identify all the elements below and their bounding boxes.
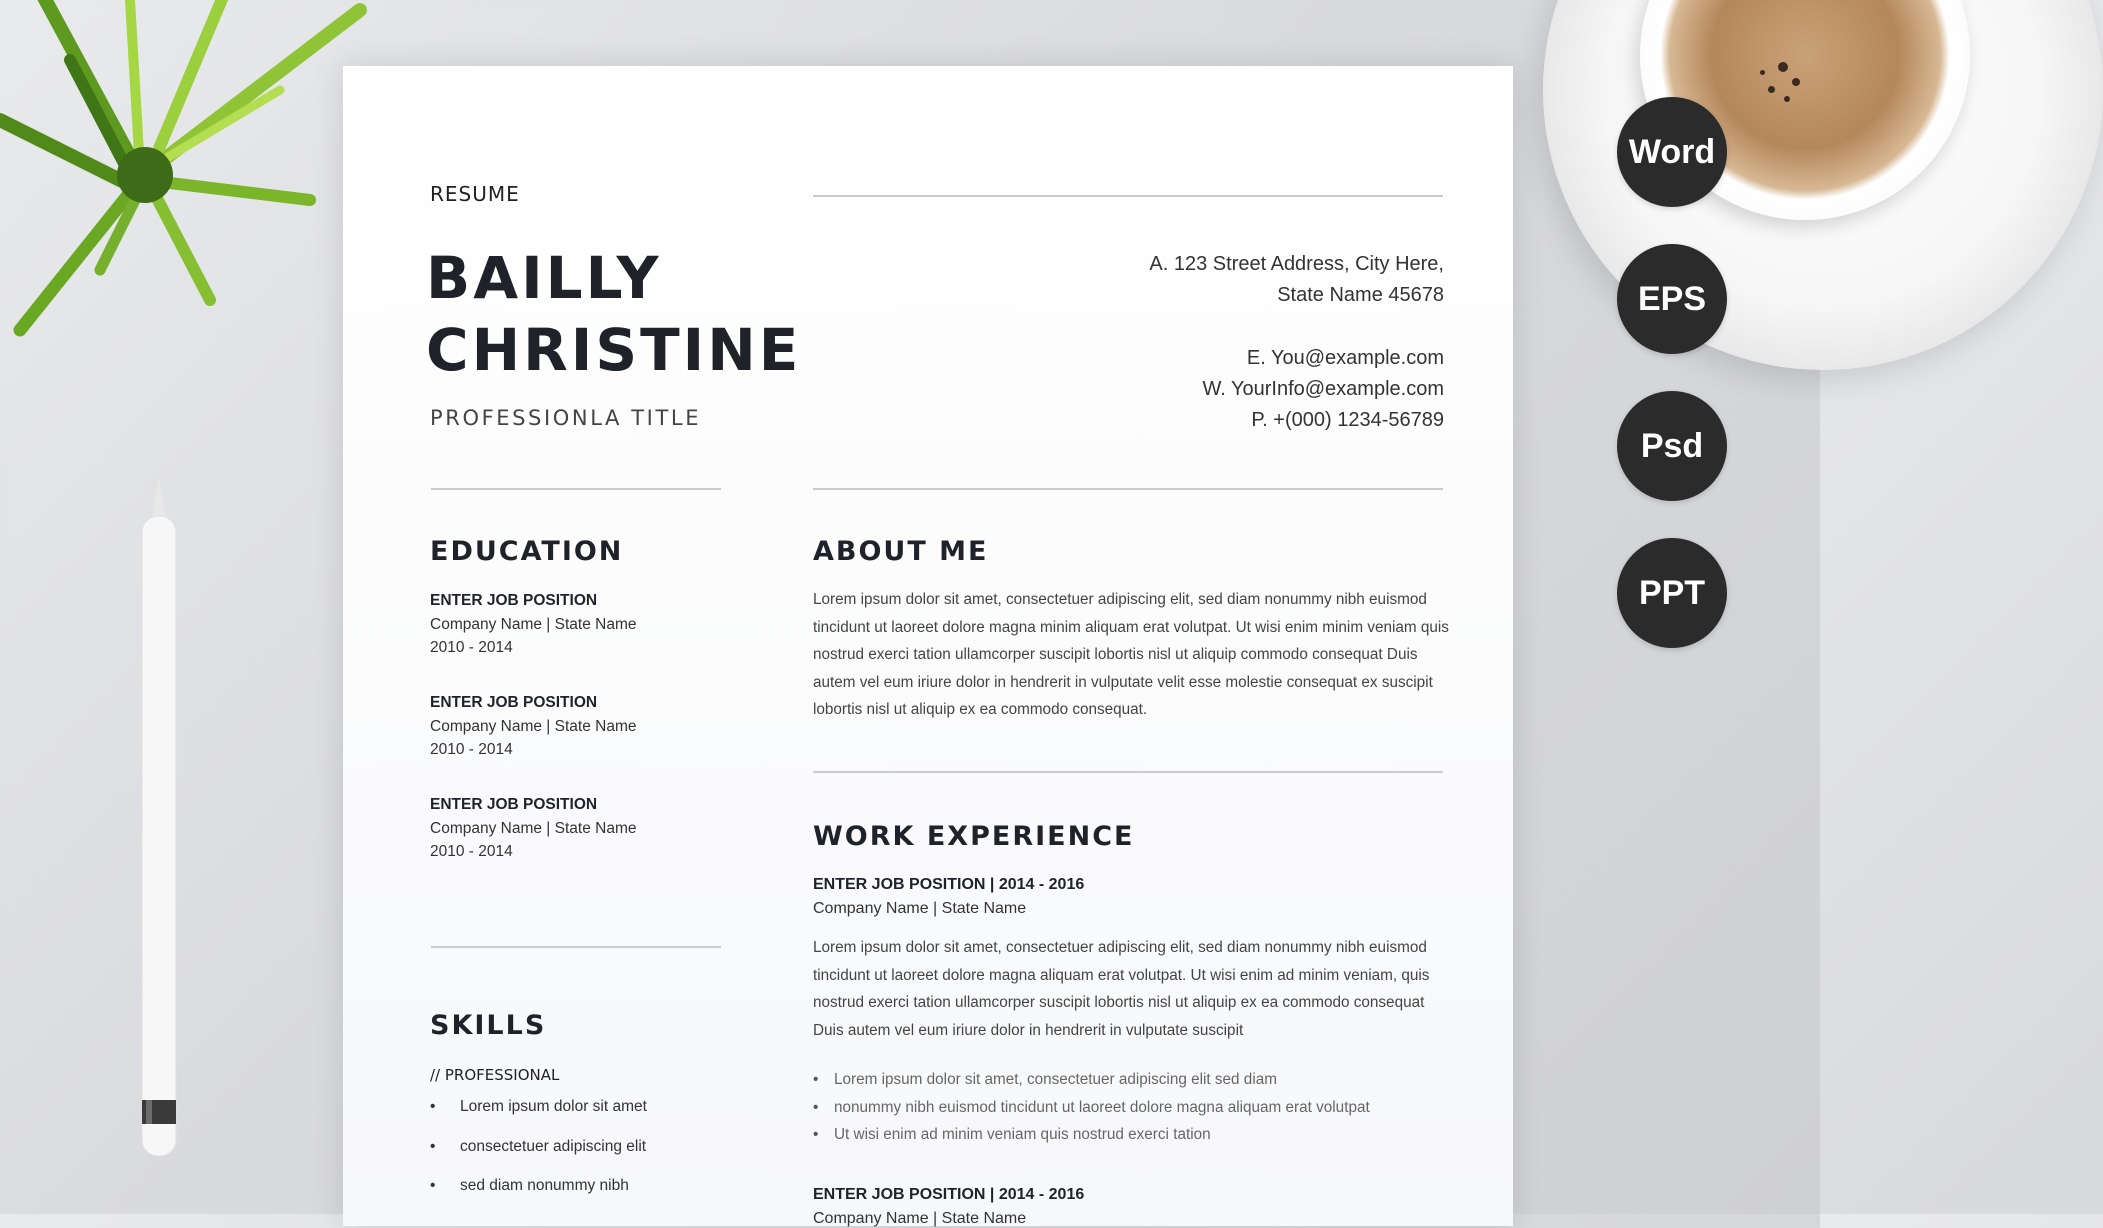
job-company: Company Name | State Name	[813, 1210, 1027, 1227]
job-bullets	[813, 1066, 1453, 1149]
education-item	[430, 691, 636, 762]
last-name: CHRISTINE	[426, 316, 802, 384]
eps-format-badge[interactable]: EPS	[1617, 244, 1727, 354]
right-column-divider	[813, 488, 1443, 490]
education-item	[430, 589, 636, 660]
skills-divider	[431, 946, 721, 948]
job-bullet: • Lorem ipsum dolor sit amet, consectetuer adipiscing elit sed diam	[813, 1066, 1453, 1094]
job-position: ENTER JOB POSITION | 2014 - 2016	[813, 1186, 1085, 1203]
education-company: Company Name | State Name	[430, 615, 637, 633]
first-name: BAILLY	[426, 244, 662, 312]
ppt-format-badge[interactable]: PPT	[1617, 538, 1727, 648]
skill-item: • sed diam nonummy nibh	[430, 1177, 647, 1217]
skill-item: • consectetuer adipiscing elit	[430, 1138, 647, 1178]
resume-document	[343, 66, 1513, 1226]
job-bullet: • nonummy nibh euismod tincidunt ut laoreet dolore magna aliquam erat volutpat	[813, 1094, 1453, 1122]
left-column-divider	[431, 488, 721, 490]
work-heading: WORK EXPERIENCE	[813, 821, 1135, 852]
job-position: ENTER JOB POSITION | 2014 - 2016	[813, 876, 1085, 893]
professional-title: PROFESSIONLA TITLE	[430, 406, 702, 430]
work-divider	[813, 771, 1443, 773]
plant-decoration	[0, 0, 400, 390]
education-heading: EDUCATION	[430, 536, 624, 567]
format-badges	[1617, 97, 1727, 685]
education-years: 2010 - 2014	[430, 639, 513, 656]
psd-format-badge[interactable]: Psd	[1617, 391, 1727, 501]
coffee-bubble	[1760, 70, 1765, 75]
skills-subheading: // PROFESSIONAL	[430, 1066, 560, 1084]
coffee-bubble	[1768, 86, 1775, 93]
contact-block	[1149, 249, 1444, 436]
email-line: E. You@example.com	[1246, 347, 1444, 369]
education-position: ENTER JOB POSITION	[430, 796, 598, 813]
education-item	[430, 793, 636, 864]
address-line-2: State Name 45678	[1277, 284, 1444, 306]
job-description: Lorem ipsum dolor sit amet, consectetuer adipiscing elit, sed diam nonummy nibh euismod tincidunt ut laoreet dolore magna aliquam erat volutpat. Ut wisi enim ad minim veniam, quis nostrud exerci tation ullamcorper suscipit lobortis nisl ut aliquip ex ea commodo consequat Duis autem vel eum iriure dolor in hendrerit in vulputate suscipit	[813, 939, 1430, 1039]
header-divider	[813, 195, 1443, 197]
stylus-pencil-decoration	[138, 478, 180, 1190]
education-years: 2010 - 2014	[430, 741, 513, 758]
education-company: Company Name | State Name	[430, 819, 637, 837]
job-company: Company Name | State Name	[813, 900, 1027, 917]
word-format-badge[interactable]: Word	[1617, 97, 1727, 207]
phone-line: P. +(000) 1234-56789	[1251, 409, 1444, 431]
candidate-name	[426, 242, 801, 386]
education-years: 2010 - 2014	[430, 843, 513, 860]
skills-list	[430, 1098, 647, 1217]
education-position: ENTER JOB POSITION	[430, 694, 598, 711]
about-heading: ABOUT ME	[813, 536, 989, 567]
skill-item: • Lorem ipsum dolor sit amet	[430, 1098, 647, 1138]
job-bullet: • Ut wisi enim ad minim veniam quis nostrud exerci tation	[813, 1121, 1453, 1149]
coffee-bubble	[1792, 78, 1800, 86]
education-position: ENTER JOB POSITION	[430, 592, 598, 609]
address-line-1: A. 123 Street Address, City Here,	[1149, 253, 1444, 275]
website-line: W. YourInfo@example.com	[1202, 378, 1444, 400]
coffee-bubble	[1784, 96, 1790, 102]
skills-heading: SKILLS	[430, 1010, 547, 1041]
coffee-bubble	[1778, 62, 1788, 72]
about-text: Lorem ipsum dolor sit amet, consectetuer adipiscing elit, sed diam nonummy nibh euismod tincidunt ut laoreet dolore magna minim aliquam erat volutpat. Ut wisi enim minim veniam quis nostrud exerci tation ullamcorper suscipit lobortis nisl ut aliquip commodo consequat Duis autem vel eum iriure dolor in hendrerit in vulputate velit esse molestie consequat ex suscipit lobortis nisl ut aliquip ex ea commodo consequat.	[813, 591, 1449, 719]
resume-label: RESUME	[430, 182, 520, 206]
education-company: Company Name | State Name	[430, 717, 637, 735]
